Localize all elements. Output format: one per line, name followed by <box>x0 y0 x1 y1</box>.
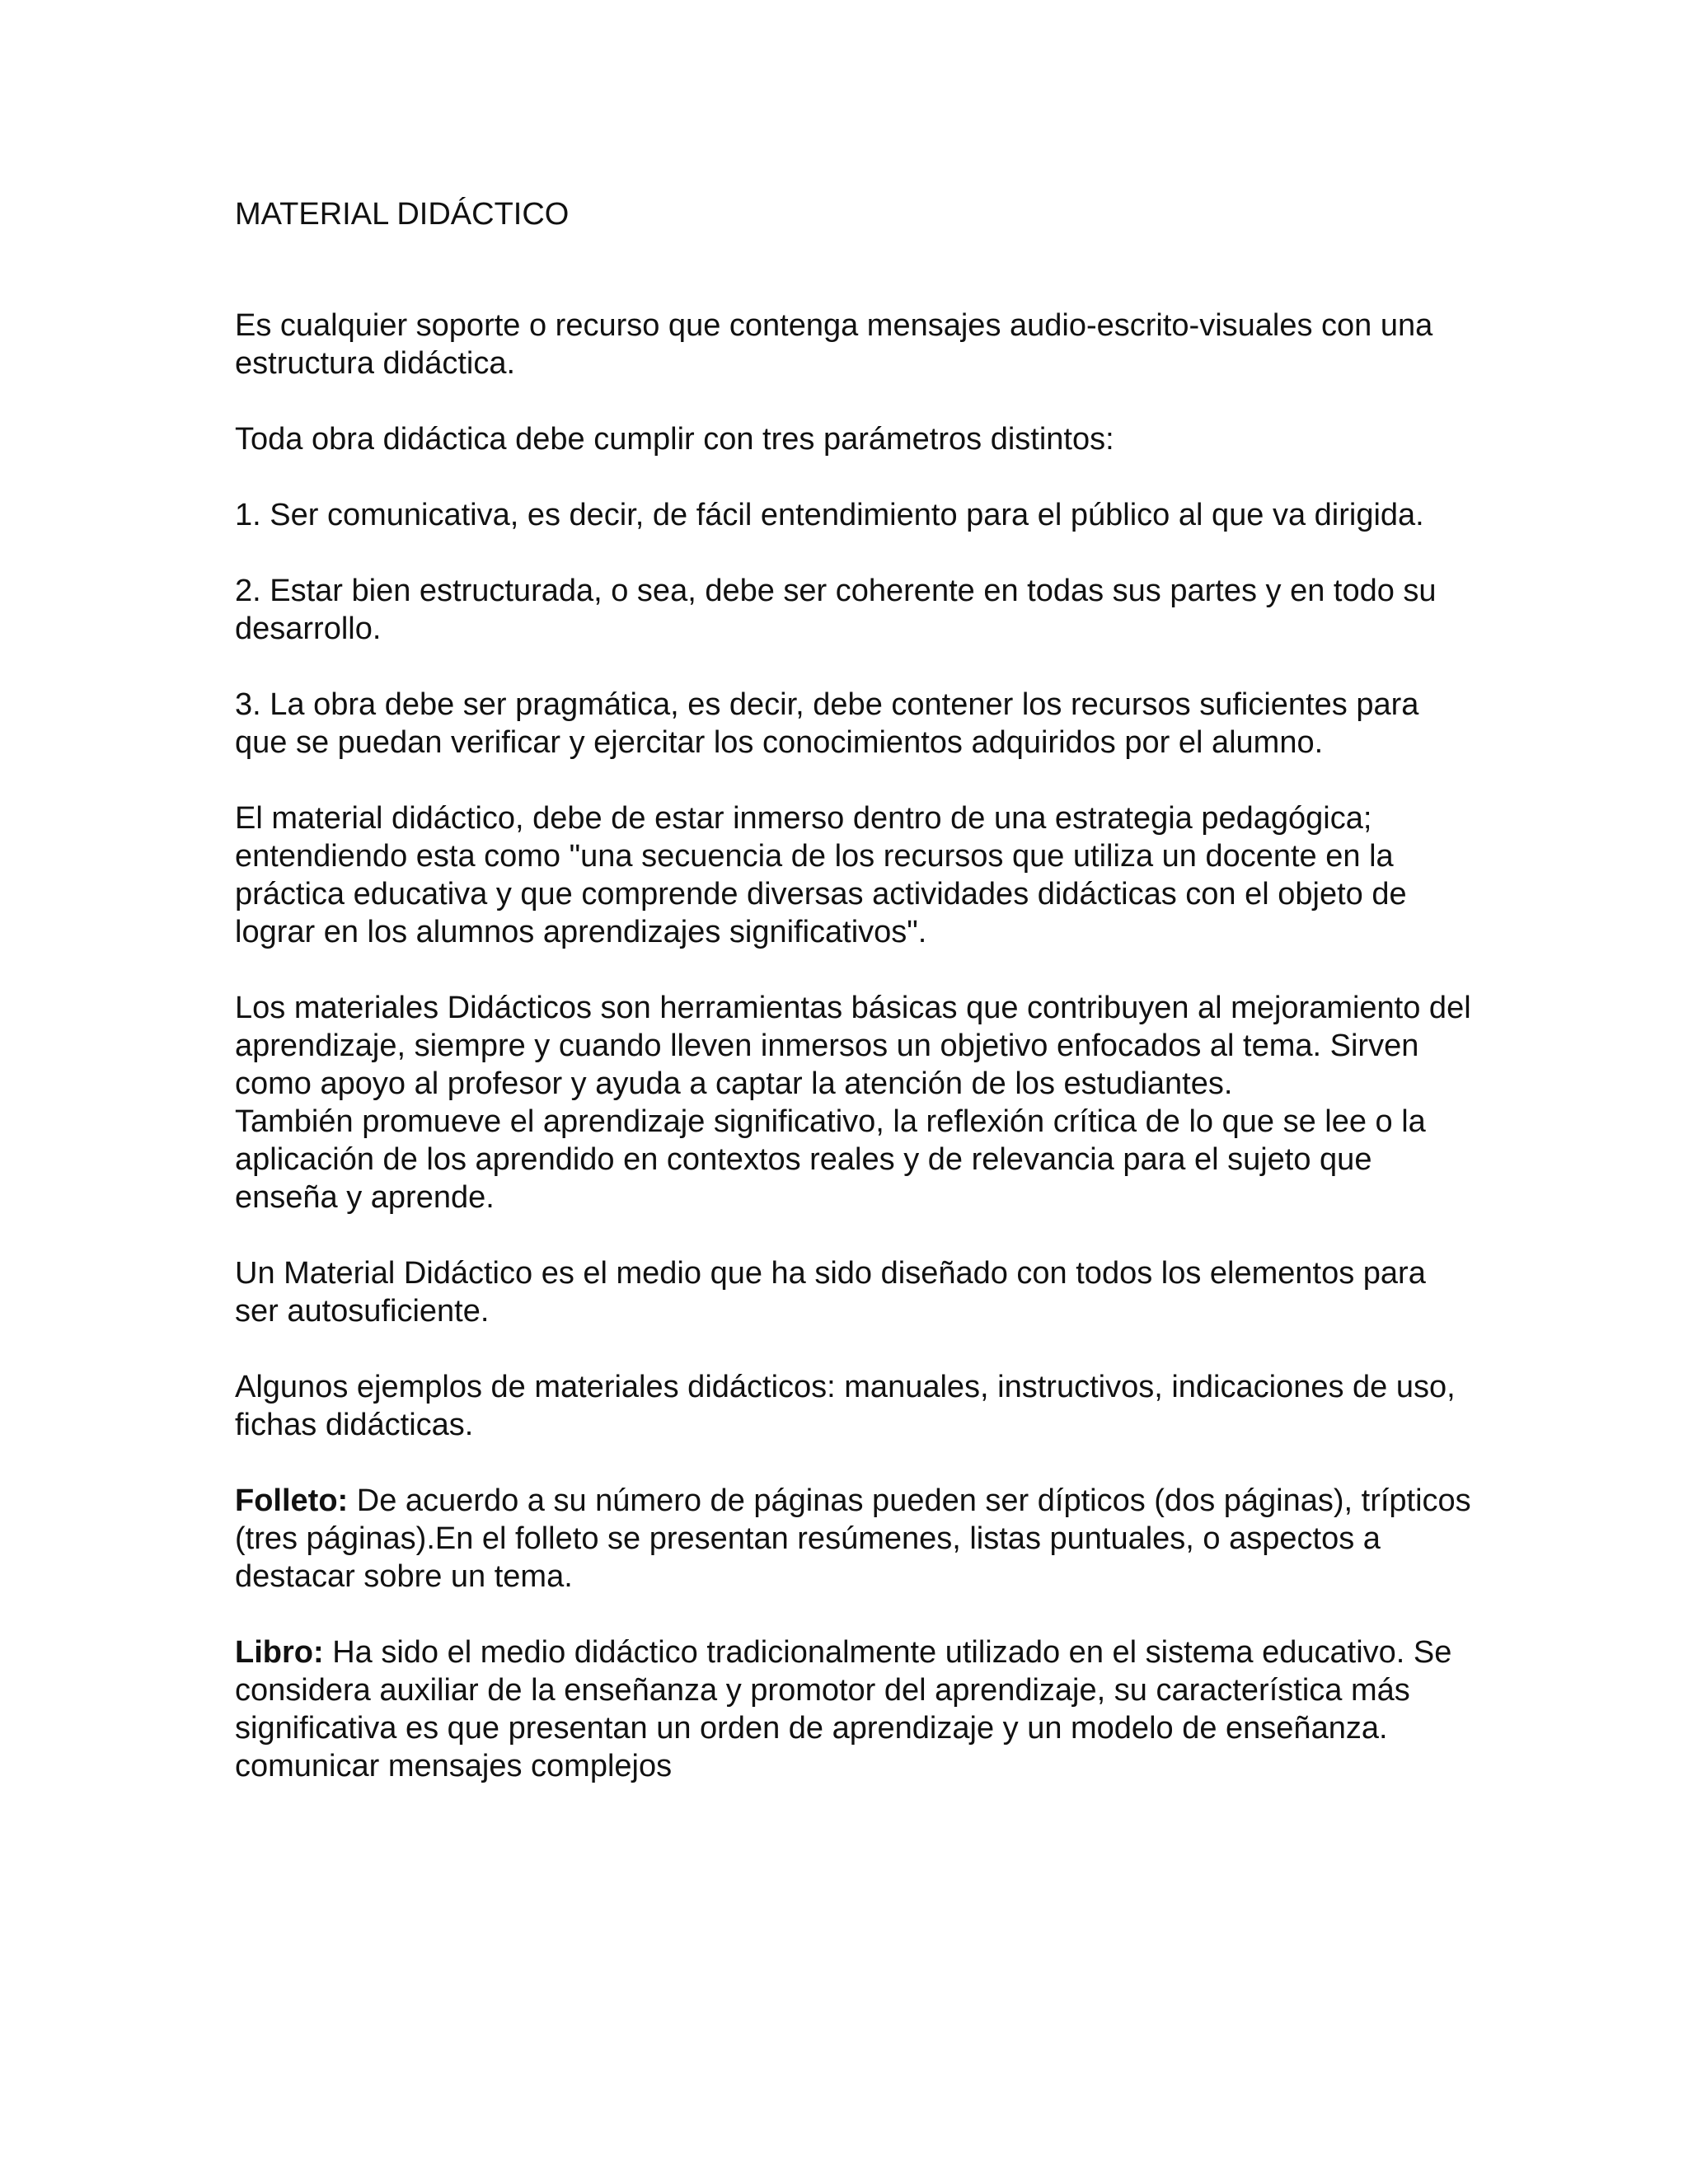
paragraph-strategy: El material didáctico, debe de estar inmerso dentro de una estrategia pedagógica; entendiendo esta como "una secuencia de los recursos que utiliza un docente en la práctica educativa y que comprende diversas actividades didácticas con el objeto de lograr en los alumnos aprendizajes significativos". <box>235 801 1407 949</box>
term-folleto: Folleto: <box>235 1483 349 1518</box>
list-item-parameter-1: 1. Ser comunicativa, es decir, de fácil entendimiento para el público al que va dirigida. <box>235 498 1424 532</box>
term-libro: Libro: <box>235 1635 324 1670</box>
list-item-parameter-3: 3. La obra debe ser pragmática, es decir, debe contener los recursos suficientes para que se puedan verificar y ejercitar los conocimientos adquiridos por el alumno. <box>235 687 1419 760</box>
paragraph-folleto <box>235 1482 1471 1596</box>
libro-description: Ha sido el medio didáctico tradicionalmente utilizado en el sistema educativo. Se considera auxiliar de la enseñanza y promotor del aprendizaje, su característica más significativa es que presentan un orden de aprendizaje y un modelo de enseñanza. comunicar mensajes complejos <box>235 1635 1452 1783</box>
folleto-description: De acuerdo a su número de páginas pueden ser dípticos (dos páginas), trípticos (tres páginas).En el folleto se presentan resúmenes, listas puntuales, o aspectos a destacar sobre un tema. <box>235 1483 1471 1594</box>
paragraph-libro <box>235 1633 1471 1785</box>
paragraph-definition: Es cualquier soporte o recurso que contenga mensajes audio-escrito-visuales con una estructura didáctica. <box>235 308 1433 381</box>
paragraph-parameters-intro: Toda obra didáctica debe cumplir con tres parámetros distintos: <box>235 422 1114 457</box>
paragraph-tools: Los materiales Didácticos son herramientas básicas que contribuyen al mejoramiento del aprendizaje, siempre y cuando lleven inmersos un objetivo enfocados al tema. Sirven como apoyo al profesor y ayuda a captar la atención de los estudiantes. <box>235 991 1471 1101</box>
document-body <box>235 194 1471 1823</box>
list-item-parameter-2: 2. Estar bien estructurada, o sea, debe ser coherente en todas sus partes y en todo su desarrollo. <box>235 574 1437 646</box>
paragraph-meaningful-learning: También promueve el aprendizaje significativo, la reflexión crítica de lo que se lee o la aplicación de los aprendido en contextos reales y de relevancia para el sujeto que enseña y aprende. <box>235 1104 1426 1215</box>
paragraph-examples: Algunos ejemplos de materiales didácticos: manuales, instructivos, indicaciones de uso, fichas didácticas. <box>235 1370 1456 1442</box>
paragraph-self-sufficient: Un Material Didáctico es el medio que ha sido diseñado con todos los elementos para ser autosuficiente. <box>235 1256 1426 1329</box>
document-title: MATERIAL DIDÁCTICO <box>235 197 570 232</box>
